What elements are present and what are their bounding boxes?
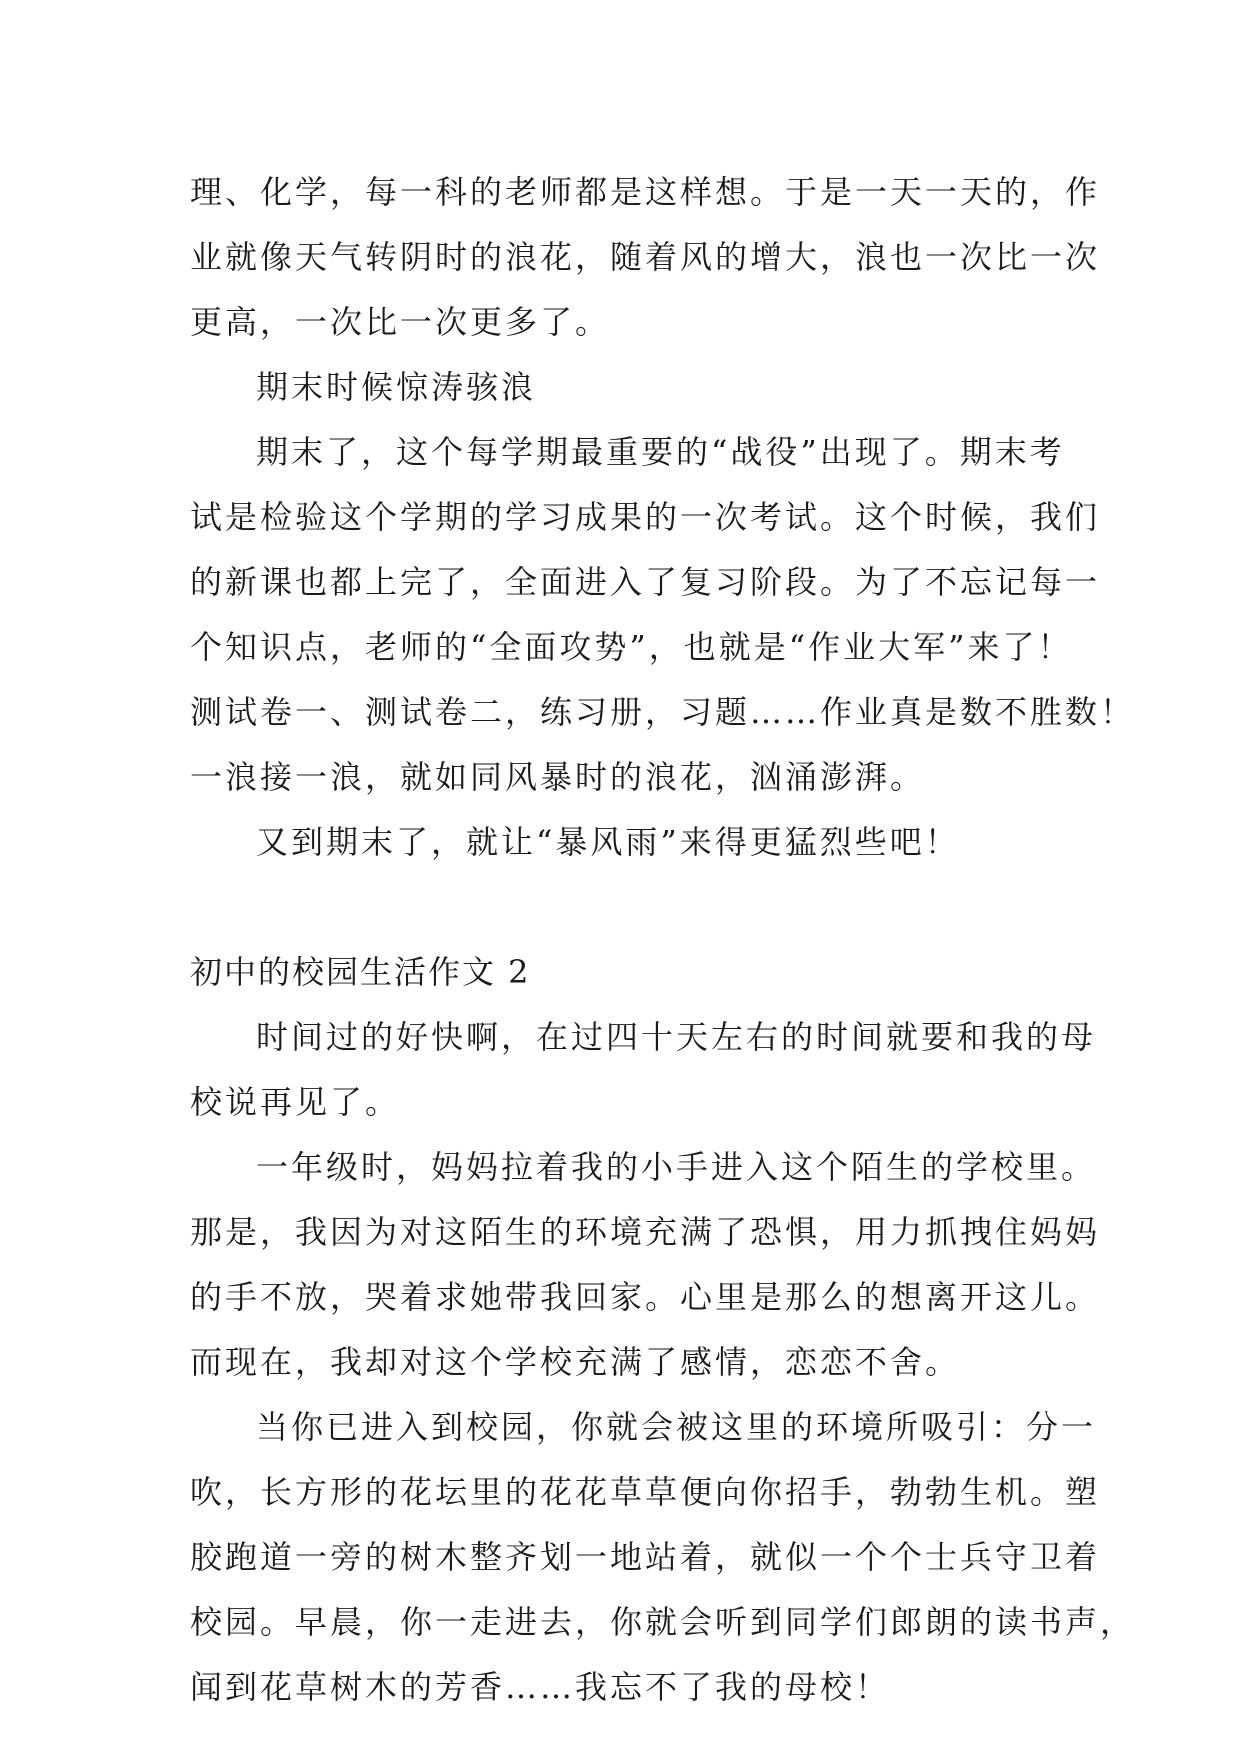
paragraph-line: 一年级时，妈妈拉着我的小手进入这个陌生的学校里。 xyxy=(256,1148,1097,1186)
paragraph-line: 时间过的好快啊，在过四十天左右的时间就要和我的母 xyxy=(256,1018,1097,1056)
document-body xyxy=(190,160,1136,1720)
paragraph-line: 而现在，我却对这个学校充满了感情，恋恋不舍。 xyxy=(190,1343,961,1381)
paragraph-line: 期末了，这个每学期最重要的“战役”出现了。期末考 xyxy=(256,433,1065,471)
paragraph-line: 个知识点，老师的“全面攻势”，也就是“作业大军”来了！ xyxy=(190,628,1073,666)
section-subheading: 期末时候惊涛骇浪 xyxy=(256,368,537,406)
paragraph-line: 更高，一次比一次更多了。 xyxy=(190,303,611,341)
paragraph-line: 测试卷一、测试卷二，练习册，习题……作业真是数不胜数！ xyxy=(190,693,1136,731)
paragraph-line: 那是，我因为对这陌生的环境充满了恐惧，用力抓拽住妈妈 xyxy=(190,1213,1101,1251)
paragraph-line: 校说再见了。 xyxy=(190,1083,401,1121)
paragraph-line: 理、化学，每一科的老师都是这样想。于是一天一天的，作 xyxy=(190,173,1101,211)
paragraph-line: 闻到花草树木的芳香……我忘不了我的母校！ xyxy=(190,1668,891,1706)
paragraph-line: 业就像天气转阴时的浪花，随着风的增大，浪也一次比一次 xyxy=(190,238,1101,276)
paragraph-line: 一浪接一浪，就如同风暴时的浪花，汹涌澎湃。 xyxy=(190,758,926,796)
paragraph-line: 的手不放，哭着求她带我回家。心里是那么的想离开这儿。 xyxy=(190,1278,1101,1316)
paragraph-line: 当你已进入到校园，你就会被这里的环境所吸引：分一 xyxy=(256,1408,1097,1446)
paragraph-line: 的新课也都上完了，全面进入了复习阶段。为了不忘记每一 xyxy=(190,563,1101,601)
paragraph-line: 吹，长方形的花坛里的花花草草便向你招手，勃勃生机。塑 xyxy=(190,1473,1101,1511)
paragraph-line: 又到期末了，就让“暴风雨”来得更猛烈些吧！ xyxy=(256,823,960,861)
paragraph-line: 试是检验这个学期的学习成果的一次考试。这个时候，我们 xyxy=(190,498,1101,536)
blank-line xyxy=(190,875,1050,940)
paragraph-line: 校园。早晨，你一走进去，你就会听到同学们郎朗的读书声， xyxy=(190,1603,1136,1641)
essay-title: 初中的校园生活作文 2 xyxy=(190,953,531,991)
paragraph-line: 胶跑道一旁的树木整齐划一地站着，就似一个个士兵守卫着 xyxy=(190,1538,1101,1576)
